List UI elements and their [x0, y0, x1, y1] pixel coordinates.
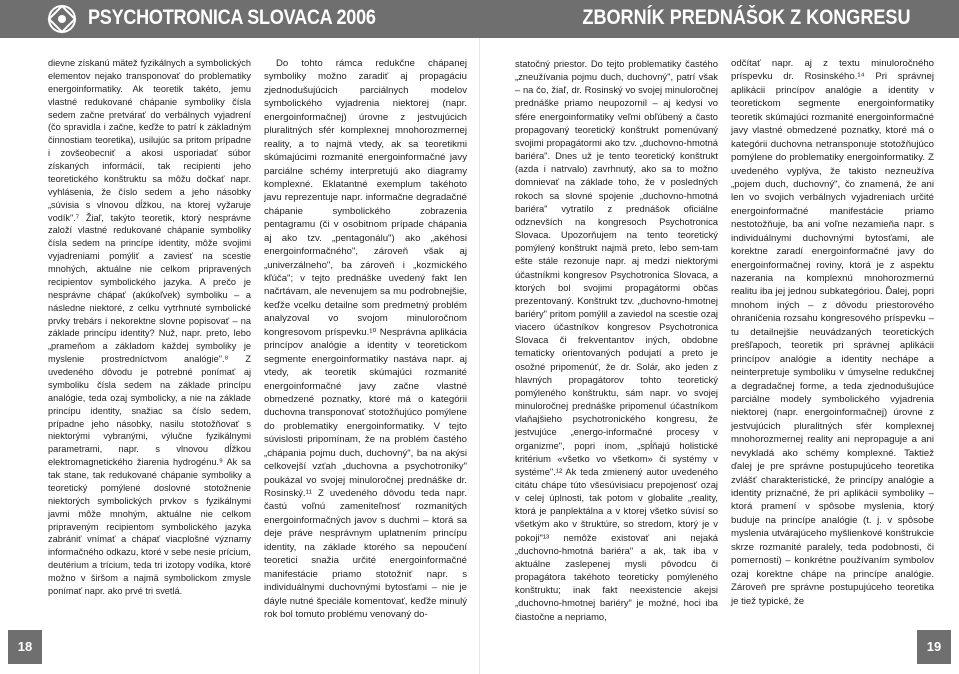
column-4 — [731, 57, 934, 608]
publication-title: PSYCHOTRONICA SLOVACA 2006 — [88, 6, 376, 29]
page-header — [0, 0, 959, 38]
column-2-text: Do tohto rámca redukčne chápanej symboliky možno zaradiť aj propagáciu zjednodušujúcich parciálnych modelov symbolického vyjadrenia niektorej (napr. energoinformačnej) úrovne z jestvujúcich pluralitných sfér komplexnej mnohorozmernej reality, a to najmä vtedy, ak sa teoretikmi skúmajúcimi rozmanité energoinformačné javy parciálne schémy interpretujú ako diagramy komplexné. Eklatantné exemplum takéhoto javu reprezentuje napr. informačne degradačné chápanie symbolického zobrazenia pentagramu (či v osobitnom prípade chápania aj ako tzv. „pentagonálu") ako „akéhosi energoinformačného", zároveň však aj „univerzálneho", ba zároveň i „kozmického kľúča"; v tejto prednáške uvedený fakt len načrtávam, ale nevenujem sa mu podrobnejšie, keďže vcelku detailne som predmetný problém analyzoval vo svojom minuloročnom kongresovom príspevku.¹⁰ Nesprávna aplikácia princípov analógie a identity v teoretickom segmente energoinformatiky nastáva napr. aj vtedy, ak teoretik skúmajúci rozmanité energoinformačné javy začne vlastné obmedzené poznatky, ktoré má o kategórii duchovna transponovať stotožňujúco pomýlene do problematiky energoinformatiky. V tejto súvislosti pripomínam, že na problém častého „chápania pojmu duch, duchovný", ba na akýsi celkovejší vzťah „duchovna a psychotroniky" poukázal vo svojej minuloročnej prednáške dr. Rosinský.¹¹ Z uvedeného dôvodu teda napr. častú voľnú zameniteľnosť rozmanitých energoinformačných javov s duchmi – ktorá sa deje práve nesprávnym uplatnením princípu identity, na základe ktorého sa nepoučení teoretici snažia určité energoinformačné manifestácie priamo stotožniť napr. s individuálnymi duchovnými bytosťami – nie je dáyle nutné špeciále komentovať, keďže minulý rok bol tomuto problému venovaný do- — [264, 58, 467, 620]
column-3-text: statočný priestor. Do tejto problematiky častého „zneužívania pojmu duch, duchovný", patrí však – na čo, žiaľ, dr. Rosinský vo svojej minuloročnej prednáške priamo neupozornil – aj kedysi vo sfére energoinformatiky veľmi obľúbený a často propagovaný teoretický konštrukt pomenúvaný svojimi propagátormi ako tzv. „duchovno-hmotná bariéra". Dnes už je tento teoretický konštrukt (azda i natrvalo) zavrhnutý, ako sa to možno domnievať na základe toho, že v posledných rokoch sa slovné spojenie „duchovno-hmotná bariéra" vytratilo z prednášok oficiálne odznevších na kongresoch Psychotronica Slovaca. Upozorňujem na tento teoretický pomýlený konštrukt najmä preto, lebo sem-tam ešte stále rezonuje napr. aj medzi niektorými účastníkmi kongresov Psychotronica Slovaca, a ktorých bol svojimi propagátormi občas prezentovaný. Konštrukt tzv. „duchovno-hmotnej bariéry" pritom pomýlil a zaviedol na scestie ozaj viacero účastníkov kongresov Psychotronica Slovaca či frekventantov iných, obdobne tematicky orientovaných podujatí a preto je osožné pripomenúť, že dr. Solár, ako jeden z hlavných propagátorov tohto teoretický pomýleného konštruktu, sám napr. vo svojej minuloročnej prednáške pripomenul účastníkom vlaňajšieho psychotronického kongresu, že jestvujúce „energo-informačné procesy v organizme", popri inom, „spĺňajú holistické kritérium «všetko vo všetkom» či systémy v systéme".¹² Ak teda zmienený autor uvedeného citátu chápe túto všesúvisiacu prepojenosť ozaj v celej úplnosti, tak potom v globalite „reality, ktorá je panplektálna a v ktorej všetko súvisí so všetkým ako v štruktúre, so stredom, ktorý je v pokoji"¹³ nemôže existovať ani nejaká „duchovno-hmotná bariéra" a ak, tak iba v aktuálne zaslepenej mysli pôvodcu či propagátora takéhoto teoreticky pomýleného konštruktu; inak fakt neexistencie akejsi „duchovno-hmotnej bariéry" je možné, hoci iba čiastočne a nepriamo, — [515, 58, 718, 622]
page-number-right: 19 — [917, 630, 951, 664]
column-1 — [48, 57, 251, 598]
column-1-text: dievne získanú mätež fyzikálnych a symbolických elementov nejako transponovať do problematiky energoinformatiky. Ak teoretik takéto, jemu vlastné redukované chápanie symboliky čísla sedem začne pretvárať do verbálnych vyjadrení (čo spravidla i začne, keďže to patrí k základným činnostiam teoretika), usilujúc sa pritom prípadne i zovšeobecniť a akosi usporiadať súbor získaných informácií, tak recipienti jeho teoretického konštruktu sa môžu dočkať napr. vyhlásenia, že číslo sedem a jeho násobky „súvisia s vlnovou dĺžkou, na ktorej vyžaruje vodík".⁷ Žiaľ, takýto teoretik, ktorý nesprávne založí vlastné redukované chápanie symboliky čísla sedem na princípe identity, môže svojimi vyjadreniami pomýliť a zaviesť na scestie mnohých, aktuálne nie celkom pripravených recipientov symbolického jazyka. A prečo je nesprávne chápať (akúkoľvek) symboliku – a následne niektoré, z celku vytrhnuté symbolické prvky trebárs i nekorektne slovne popisovať – na základe princípu identity? Nuž, napr. preto, lebo „prameňom a základom každej symboliky je myslenie prostredníctvom analógie".⁸ Z uvedeného dôvodu je potrebné ponímať aj symboliku čísla sedem na základe princípu analógie, teda ozaj symbolicky, a nie na základe princípu identity, snažiac sa číslo sedem, prípadne jeho násobky, nasilu stotožňovať s niektorými vybranými, výlučne fyzikálnymi parametrami, napr. s vlnovou dĺžkou elektromagnetického žiarenia hydrogénu.⁹ Ak sa tak stane, tak redukované chápanie symboliky a teoretický pomýlené doslovné stotožnenie niektorých symbolických prvkov s fyzikálnymi javmi môže mnohým, aktuálne nie celkom pripraveným recipientom symbolického jazyka zabrániť vnímať a chápať viacplošné významy informačného odkazu, ktoré v sebe nesie prícium, deutérium a trícium, teda tri izotopy vodíka, ktoré možno v širšom a najmä symbolickom zmysle ponímať napr. ako prvé tri svetlá. — [48, 58, 251, 596]
page-number-left: 18 — [8, 630, 42, 664]
column-3 — [515, 57, 718, 623]
psychotronica-logo-icon — [46, 3, 78, 35]
column-4-text: odčítať napr. aj z textu minuloročného príspevku dr. Rosinského.¹⁴ Pri správnej aplikácii princípov analógie a identity v teoretickom segmente energoinformatiky teoretik skúmajúci rozmanité energoinformačné javy vlastné obmedzené poznatky, ktoré má o kategórii duchovna netransponuje stotožňujúco pomýlene do problematiky energoinformatiky. Z uvedeného vyplýva, že takisto nezneužíva „pojem duch, duchovný", čo znamená, že ani len vo svojich verbálnych vyjadreniach určité energoinformačné manifestácie priamo nestotožňuje, ba ani voľne nezamieňa napr. s individuálnymi duchovnými bytosťami, ale korektne zaradí energoinformačné javy do energoinformačnej roviny, ktorá je z aspektu nazerania na komplexnú mnohorozmernú realitu iba jej jednou subkategóriou. Ďalej, popri mnohom iných – z dôvodu priestorového ohraničenia rozsahu kongresového príspevku – tu detailnejšie neuvádzaných teoretických prešľapoch, teoretik pri správnej aplikácii princípov analógie a identity nechápe a neinterpretuje symboliku v úmyselne redukčnej a degradačnej forme, a teda zjednodušujúce parciálne modely symbolického vyjadrenia niektorej (napr. energoinformačnej) úrovne z jestvujúcich pluralitných sfér komplexnej mnohorozmernej reality ani nepropaguje a ani nevykladá ako schémy komplexné. Taktiež ďalej je pre správne postupujúceho teoretika zvlášť charakteristické, že princípy analógie a identity priznačné, že pri aplikácii symboliky – ktorá pramení v spôsobe myslenia, ktorý buduje na princípe analógie (t. j. v spôsobe myslenia utvárajúceho myšlienkové konštrukcie skrze rozmanité paralely, teda podobnosti, či pomernosti) – konkrétne používaním symbolov ozaj korektne chápe na princípe analógie. Zároveň pre správne postupujúceho teoretika je tiež typické, že — [731, 58, 934, 607]
proceedings-title: ZBORNÍK PREDNÁŠOK Z KONGRESU — [582, 6, 911, 29]
column-2 — [264, 57, 467, 621]
spine-divider — [479, 38, 480, 674]
